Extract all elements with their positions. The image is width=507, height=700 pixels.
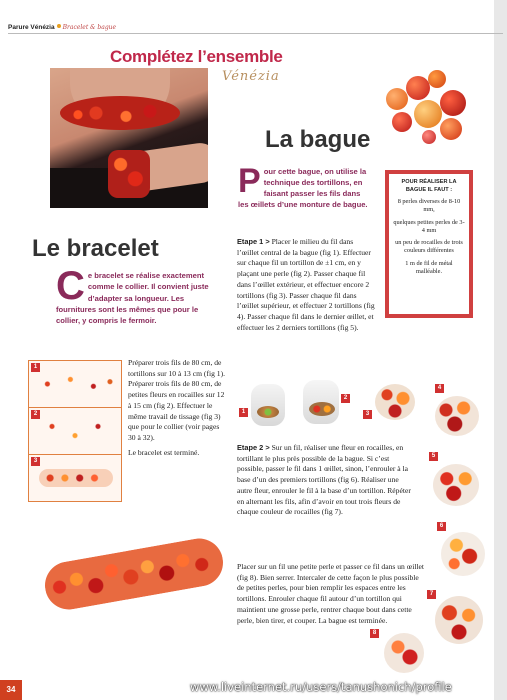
final-paragraph: Placer sur un fil une petite perle et passer ce fil dans un œillet (fig 8). Bien serrer. Intercaler de cette façon le plus possible de petites perles, pour bien remplir les espaces entre les tortillons. Enrouler chaque fil autour d’un tortillon qui maintient une grosse perle, rentrer chaque bout dans cette perle, bien tirer, et couper. La bague est terminée. [237, 562, 425, 625]
ring-step-5 [433, 464, 479, 506]
bague-title: La bague [265, 126, 371, 153]
main-title: Complétez l’ensemble [110, 47, 283, 66]
fig-number: 6 [437, 522, 446, 531]
series-title: Parure Vénézia [8, 24, 55, 31]
fig-number: 3 [31, 457, 40, 466]
bracelet-steps [128, 358, 226, 458]
etape2-label: Etape 2 > [237, 443, 270, 452]
fig-number: 2 [341, 394, 350, 403]
necklace-image [60, 96, 180, 130]
materials-item: 1 m de fil de métal malléable. [405, 259, 453, 276]
materials-title: POUR RÉALISER LA BAGUE IL FAUT : [401, 179, 457, 193]
materials-item: 8 perles diverses de 8-10 mm, [397, 198, 461, 214]
main-subtitle: Vénézia [222, 69, 280, 84]
bracelet-dropcap: C [56, 264, 85, 308]
bague-intro-text: our cette bague, on utilise la technique des tortillons, en faisant passer les fils dans les œillets d’une monture de bague. [238, 167, 368, 209]
step-photos-column [425, 450, 491, 650]
bracelet-steps-text: Préparer trois fils de 80 cm, de tortillons sur 10 à 13 cm (fig 1). Préparer trois fils de 80 cm, de petites fleurs en rocailles sur 12 à 15 cm (fig 2). Effectuer le même travail de tissage (fig 3) que pour le collier (voir pages 30 à 32). [128, 358, 226, 442]
etape1-paragraph [237, 237, 377, 333]
bracelet-diagram [28, 360, 122, 502]
bullet-icon [57, 24, 61, 28]
materials-box [385, 170, 473, 318]
ring-photo [378, 68, 478, 148]
step-photos-row [237, 378, 487, 440]
ring-step-4 [435, 396, 479, 436]
etape1-text: Placer le milieu du fil dans l’œillet central de la bague (fig 1). Effectuer sur chaque fil un tortillon de ±1 cm, en y plaçant une perle (fig 2). Passer chaque fil dans l’œillet extérieur, et effectuer encore 2 tortillons (fig 3). Passer chaque fil dans l’œillet supérieur, et effectuer 2 tortillons (fig 4). Passer chaque fil dans le dernier œillet, et effectuer les 2 derniers tortillons (fig 5). [237, 237, 375, 332]
fig-number: 1 [239, 408, 248, 417]
bracelet-image [108, 150, 150, 198]
ring-step-1 [251, 384, 285, 426]
fig-number: 7 [427, 590, 436, 599]
etape2-paragraph [237, 443, 415, 518]
fig-number: 3 [363, 410, 372, 419]
finished-bracelet-photo [34, 515, 234, 620]
materials-item: un peu de rocailles de trois couleurs différentes [395, 239, 463, 255]
etape2-text: Sur un fil, réaliser une fleur en rocailles, en tortillant le plus près possible de la bague. Si c’est possible, passer le fil dans 1 œillet, sinon, l’enrouler à la base d’un des premiers tortillons (fig 6). Réaliser une autre fleur, enrouler le fil à la base d’un tortillon. Répéter en alternant les fils, afin d’avoir en tout trois fleurs de chaque couleur de rocailles (fig 7). [237, 443, 411, 517]
watermark-url: www.liveinternet.ru/users/tanushonich/profile [190, 680, 452, 694]
fig-number: 1 [31, 363, 40, 372]
ring-step-7 [435, 596, 483, 644]
header-rule [8, 33, 503, 34]
bracelet-done-text: Le bracelet est terminé. [128, 447, 200, 457]
ring-step-8-photo [370, 625, 430, 677]
bracelet-image [41, 535, 227, 614]
ring-step-6 [441, 532, 485, 576]
running-header [8, 24, 503, 38]
materials-item: quelques petites perles de 3-4 mm [393, 218, 465, 234]
page-edge [494, 0, 507, 700]
series-subtitle: Bracelet & bague [62, 24, 117, 31]
page-number: 34 [0, 680, 22, 700]
bague-intro [238, 162, 370, 210]
bague-dropcap: P [238, 162, 261, 200]
fig-number: 2 [31, 410, 40, 419]
bracelet-title: Le bracelet [32, 235, 159, 262]
fig-number: 8 [370, 629, 379, 638]
bracelet-intro [56, 264, 218, 326]
fig-number: 5 [429, 452, 438, 461]
fig-number: 4 [435, 384, 444, 393]
etape1-label: Etape 1 > [237, 237, 270, 246]
bracelet-intro-text: e bracelet se réalise exactement comme le collier. Il convient juste d’adapter sa longueur. Les fournitures sont les mêmes que pour le collier, y compris le fermoir. [56, 271, 209, 326]
model-photo [50, 68, 208, 208]
ring-step-3 [375, 384, 415, 420]
